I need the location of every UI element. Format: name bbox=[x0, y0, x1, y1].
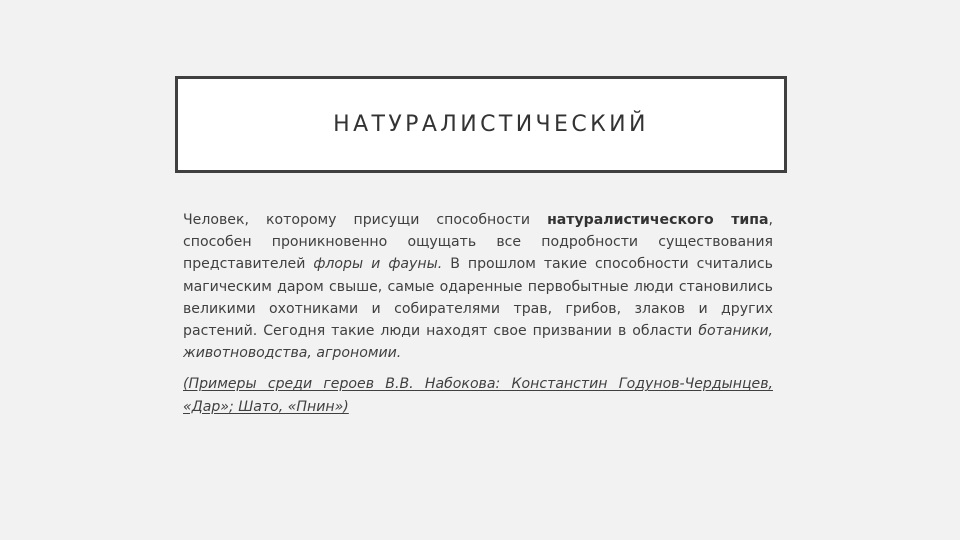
slide-title-box bbox=[175, 76, 787, 173]
paragraph-italic-1: флоры и фауны. bbox=[313, 256, 443, 273]
slide-title: НАТУРАЛИСТИЧЕСКИЙ bbox=[333, 112, 649, 137]
examples-paragraph bbox=[183, 373, 773, 417]
paragraph-bold-term: натуралистического типа bbox=[547, 212, 769, 228]
description-paragraph bbox=[183, 209, 773, 364]
paragraph-italic-2: ботаники, животноводства, агрономии. bbox=[183, 323, 773, 362]
slide-body bbox=[183, 209, 773, 418]
paragraph-text-3: В прошлом такие способности считались магическим даром свыше, самые одаренные первобытные люди становились великими охотниками и собирателями трав, грибов, злаков и других растений. Сегодня такие люди находят свое призвании в области bbox=[183, 256, 773, 340]
paragraph-text-2: , способен проникновенно ощущать все подробности существования представителей bbox=[183, 212, 773, 273]
paragraph-text-1: Человек, которому присущи способности bbox=[183, 212, 548, 228]
examples-text: (Примеры среди героев В.В. Набокова: Констанстин Годунов-Чердынцев, «Дар»; Шато, «Пнин») bbox=[183, 376, 773, 415]
